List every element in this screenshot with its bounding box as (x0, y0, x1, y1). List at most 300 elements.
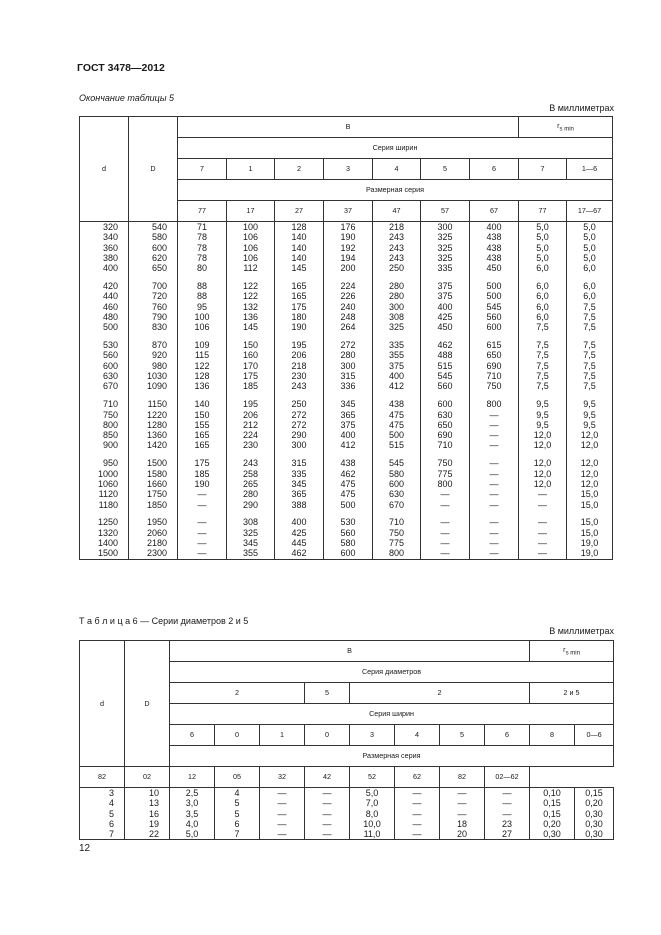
table6-header-rs (530, 641, 614, 662)
standard-header: ГОСТ 3478—2012 (77, 62, 165, 74)
table-cell: — (485, 809, 530, 819)
table-cell: 12,0 (567, 440, 613, 450)
table5-size-series-cell-7: 77 (519, 201, 567, 222)
table-row (80, 798, 614, 808)
table-cell: 15,0 (567, 517, 613, 527)
table6-size-series-cell-5: 42 (305, 767, 350, 788)
table6-header-d: d (80, 641, 125, 767)
table-cell: 355 (373, 350, 421, 360)
spacer-cell (373, 510, 421, 518)
table-cell: — (305, 829, 350, 840)
table-cell: 140 (178, 399, 227, 409)
table-cell: 12,0 (519, 458, 567, 468)
table5-header-rs (519, 117, 613, 138)
table-cell: — (178, 500, 227, 510)
table-cell: 475 (324, 479, 373, 489)
table-cell: 7,5 (519, 340, 567, 350)
table-cell: 600 (470, 322, 519, 332)
table-cell: — (395, 798, 440, 808)
table5-header-rs-symbol: r (557, 120, 560, 130)
table-cell: — (470, 538, 519, 548)
table-cell: 0,30 (530, 829, 575, 840)
table-cell: 340 (80, 232, 129, 242)
table-cell: 250 (373, 263, 421, 273)
table-cell: 325 (373, 322, 421, 332)
table-cell: 7,5 (519, 361, 567, 371)
table-cell: — (178, 538, 227, 548)
table-cell: 630 (421, 410, 470, 420)
table5 (79, 116, 613, 560)
table-cell: 190 (178, 479, 227, 489)
table-cell: 375 (373, 361, 421, 371)
spacer-cell (80, 333, 129, 341)
table-cell: 800 (470, 399, 519, 409)
table-cell: 488 (421, 350, 470, 360)
table-cell: 1180 (80, 500, 129, 510)
table-cell: 15,0 (567, 500, 613, 510)
table-cell: 545 (470, 302, 519, 312)
table-row (80, 281, 613, 291)
table6-header-rs-sub: s min (565, 650, 580, 657)
table-cell: 9,5 (567, 420, 613, 430)
table6-diameter-series-2-and-5: 2 и 5 (530, 683, 614, 704)
spacer-cell (373, 333, 421, 341)
table-cell: 750 (470, 381, 519, 391)
table-cell: — (305, 819, 350, 829)
spacer-cell (227, 451, 275, 459)
table-cell: 160 (227, 350, 275, 360)
table-cell: 78 (178, 253, 227, 263)
table-cell: 7,5 (567, 312, 613, 322)
table5-size-series-cell-0: 77 (178, 201, 227, 222)
spacer-cell (567, 510, 613, 518)
table-row (80, 469, 613, 479)
table-cell: 106 (227, 243, 275, 253)
table-cell: — (470, 500, 519, 510)
table-cell: — (470, 458, 519, 468)
table-cell: 1030 (129, 371, 178, 381)
table-cell: 775 (421, 469, 470, 479)
table-cell: — (395, 819, 440, 829)
spacer-cell (567, 392, 613, 400)
table-cell: 109 (178, 340, 227, 350)
table-row (80, 222, 613, 233)
table-cell: 15,0 (567, 528, 613, 538)
table-cell: 6,0 (519, 312, 567, 322)
table-cell: 710 (421, 440, 470, 450)
table-cell: — (421, 528, 470, 538)
table-cell: 950 (80, 458, 129, 468)
table-cell: 1220 (129, 410, 178, 420)
table-cell: 7,5 (567, 361, 613, 371)
table-cell: 7 (80, 829, 125, 840)
table6-width-series-cell-3: 0 (305, 725, 350, 746)
table-cell: 8,0 (350, 809, 395, 819)
table-cell: 224 (227, 430, 275, 440)
spacer-cell (178, 333, 227, 341)
table-cell: 325 (227, 528, 275, 538)
table-cell: 218 (373, 222, 421, 233)
table-row (80, 340, 613, 350)
table-cell: 400 (373, 371, 421, 381)
table-cell: 300 (324, 361, 373, 371)
table-cell: 400 (275, 517, 324, 527)
table5-width-series-label: Серия ширин (178, 138, 613, 159)
table-cell: 980 (129, 361, 178, 371)
table-cell: 440 (80, 291, 129, 301)
table-cell: 78 (178, 232, 227, 242)
table-cell: 7,5 (519, 350, 567, 360)
table6-size-series-cell-9: 02—62 (485, 767, 530, 788)
table-cell: 345 (275, 479, 324, 489)
table-cell: 5,0 (519, 243, 567, 253)
table-cell: 425 (421, 312, 470, 322)
table-cell: 250 (275, 399, 324, 409)
table-cell: 325 (421, 243, 470, 253)
table-cell: — (421, 538, 470, 548)
spacer-cell (129, 333, 178, 341)
table-row (80, 381, 613, 391)
table-cell: — (395, 788, 440, 799)
table-cell: 800 (421, 479, 470, 489)
table-cell: 5 (215, 798, 260, 808)
table6-header-B: B (170, 641, 530, 662)
table-cell: 630 (80, 371, 129, 381)
spacer-cell (567, 273, 613, 281)
table-cell: 480 (80, 312, 129, 322)
table-cell: 5,0 (519, 232, 567, 242)
table6-width-series-cell-6: 5 (440, 725, 485, 746)
table-cell: — (519, 538, 567, 548)
spacer-cell (129, 451, 178, 459)
table6-size-series-label: Размерная серия (170, 746, 614, 767)
table-cell: 830 (129, 322, 178, 332)
table-cell: 4 (80, 798, 125, 808)
table-cell: 15,0 (567, 489, 613, 499)
table-cell: 7,5 (567, 350, 613, 360)
table-cell: 530 (324, 517, 373, 527)
table-cell: 12,0 (519, 469, 567, 479)
table-row (80, 350, 613, 360)
table-cell: 620 (129, 253, 178, 263)
table-cell: 7,5 (567, 381, 613, 391)
table-cell: — (395, 829, 440, 840)
table-cell: 600 (373, 479, 421, 489)
table-cell: 5,0 (567, 243, 613, 253)
spacer-cell (421, 333, 470, 341)
table5-size-series-cell-4: 47 (373, 201, 421, 222)
table-row (80, 410, 613, 420)
table-cell: 132 (227, 302, 275, 312)
table-cell: 195 (275, 340, 324, 350)
table-cell: 0,30 (575, 829, 614, 840)
spacer-cell (421, 510, 470, 518)
table-cell: — (485, 798, 530, 808)
table-cell: 290 (275, 430, 324, 440)
table-cell: — (260, 798, 305, 808)
table-cell: 365 (324, 410, 373, 420)
table-cell: 206 (275, 350, 324, 360)
table-cell: 515 (373, 440, 421, 450)
table-cell: 9,5 (567, 399, 613, 409)
table-cell: 0,20 (575, 798, 614, 808)
spacer-cell (324, 392, 373, 400)
table-row (80, 500, 613, 510)
table-cell: 165 (178, 440, 227, 450)
table-cell: 545 (421, 371, 470, 381)
table-cell: 438 (470, 243, 519, 253)
table-cell: 1320 (80, 528, 129, 538)
table-cell: 920 (129, 350, 178, 360)
table-cell: 11,0 (350, 829, 395, 840)
table-cell: 315 (324, 371, 373, 381)
table-cell: 115 (178, 350, 227, 360)
table-cell: 88 (178, 291, 227, 301)
table-cell: 650 (129, 263, 178, 273)
table-row (80, 253, 613, 263)
table-cell: 190 (324, 232, 373, 242)
table-row (80, 399, 613, 409)
table-cell: 128 (275, 222, 324, 233)
table-cell: 7,0 (350, 798, 395, 808)
table-cell: 280 (373, 291, 421, 301)
table-cell: — (178, 489, 227, 499)
table-cell: 1150 (129, 399, 178, 409)
spacer-cell (519, 510, 567, 518)
table-cell: 335 (421, 263, 470, 273)
table6-size-series-cell-7: 62 (395, 767, 440, 788)
table-row (80, 312, 613, 322)
table-cell: 345 (324, 399, 373, 409)
table-cell: 690 (470, 361, 519, 371)
spacer-cell (324, 510, 373, 518)
table-row (80, 420, 613, 430)
table-cell: 9,5 (519, 410, 567, 420)
table5-size-series-cell-1: 17 (227, 201, 275, 222)
table-cell: 165 (178, 430, 227, 440)
table-cell: 6,0 (567, 281, 613, 291)
table-cell: 100 (227, 222, 275, 233)
table5-units: В миллиметрах (549, 103, 614, 113)
table-cell: — (440, 798, 485, 808)
table6-title: Т а б л и ц а 6 — Серии диаметров 2 и 5 (79, 616, 249, 626)
table-cell: 248 (324, 312, 373, 322)
table-cell: 128 (178, 371, 227, 381)
table5-width-series-cell-3: 3 (324, 159, 373, 180)
table-cell: 3,5 (170, 809, 215, 819)
table-cell: 412 (324, 440, 373, 450)
table-cell: 145 (275, 263, 324, 273)
table-cell: 400 (421, 302, 470, 312)
table-cell: 12,0 (519, 479, 567, 489)
table-cell: — (485, 788, 530, 799)
table-cell: 0,10 (530, 788, 575, 799)
table-cell: 315 (275, 458, 324, 468)
table-cell: 6,0 (519, 263, 567, 273)
table-cell: — (519, 489, 567, 499)
table-cell: 650 (470, 350, 519, 360)
table-cell: 218 (275, 361, 324, 371)
table-cell: 88 (178, 281, 227, 291)
table-cell: — (470, 469, 519, 479)
table-cell: 1660 (129, 479, 178, 489)
table-cell: 165 (275, 281, 324, 291)
spacer-cell (275, 333, 324, 341)
table6-diameter-series-5: 5 (305, 683, 350, 704)
table-cell: 6 (215, 819, 260, 829)
table-cell: 71 (178, 222, 227, 233)
table-row (80, 232, 613, 242)
spacer-cell (421, 273, 470, 281)
table-cell: 272 (275, 420, 324, 430)
table-cell: 560 (470, 312, 519, 322)
table-cell: — (421, 548, 470, 559)
spacer-cell (80, 451, 129, 459)
spacer-cell (80, 510, 129, 518)
table-cell: 230 (227, 440, 275, 450)
table-cell: 155 (178, 420, 227, 430)
table-cell: 425 (275, 528, 324, 538)
table-cell: 12,0 (567, 430, 613, 440)
table-cell: 760 (129, 302, 178, 312)
table-row (80, 243, 613, 253)
spacer-cell (227, 273, 275, 281)
table-cell: — (178, 517, 227, 527)
table5-size-series-cell-3: 37 (324, 201, 373, 222)
spacer-cell (275, 451, 324, 459)
spacer-cell (227, 392, 275, 400)
table-cell: 100 (178, 312, 227, 322)
table-row (80, 440, 613, 450)
table-cell: 5,0 (350, 788, 395, 799)
table-row (80, 458, 613, 468)
table-cell: 0,20 (530, 819, 575, 829)
group-spacer (80, 273, 613, 281)
table-cell: 308 (373, 312, 421, 322)
table-cell: — (260, 788, 305, 799)
table-cell: 122 (178, 361, 227, 371)
table-cell: 19,0 (567, 548, 613, 559)
table-cell: 500 (470, 281, 519, 291)
table-cell: 258 (227, 469, 275, 479)
spacer-cell (470, 273, 519, 281)
table-cell: — (470, 440, 519, 450)
table-cell: 4 (215, 788, 260, 799)
table-cell: 1500 (80, 548, 129, 559)
table-cell: 6,0 (567, 291, 613, 301)
group-spacer (80, 392, 613, 400)
table-cell: 230 (275, 371, 324, 381)
table-row (80, 809, 614, 819)
table-cell: 7,5 (567, 302, 613, 312)
table-cell: 4,0 (170, 819, 215, 829)
table-cell: 375 (324, 420, 373, 430)
table-cell: 360 (80, 243, 129, 253)
table-cell: 438 (470, 253, 519, 263)
table-cell: 7,5 (519, 381, 567, 391)
table-cell: 400 (324, 430, 373, 440)
table-cell: 1120 (80, 489, 129, 499)
table-cell: 5 (215, 809, 260, 819)
spacer-cell (470, 392, 519, 400)
table-cell: 22 (125, 829, 170, 840)
table-cell: 175 (227, 371, 275, 381)
table-cell: 18 (440, 819, 485, 829)
table-cell: 438 (373, 399, 421, 409)
spacer-cell (178, 392, 227, 400)
table-cell: 112 (227, 263, 275, 273)
table-cell: 5,0 (519, 222, 567, 233)
table-cell: 78 (178, 243, 227, 253)
table-cell: 500 (80, 322, 129, 332)
table5-size-series-label: Размерная серия (178, 180, 613, 201)
table-cell: 3,0 (170, 798, 215, 808)
table-cell: 140 (275, 243, 324, 253)
spacer-cell (470, 451, 519, 459)
table5-width-series-cell-7: 7 (519, 159, 567, 180)
table-cell: 195 (227, 399, 275, 409)
table-cell: 170 (227, 361, 275, 371)
table-cell: 3 (80, 788, 125, 799)
table6-width-series-cell-1: 0 (215, 725, 260, 746)
table-cell: 95 (178, 302, 227, 312)
table-row (80, 479, 613, 489)
table-cell: 9,5 (567, 410, 613, 420)
table5-header-d: d (80, 117, 129, 222)
table-cell: 10,0 (350, 819, 395, 829)
table-cell: 106 (227, 232, 275, 242)
table-row (80, 361, 613, 371)
table-cell: 136 (178, 381, 227, 391)
table-cell: 175 (178, 458, 227, 468)
table-cell: 7,5 (519, 322, 567, 332)
table-cell: 336 (324, 381, 373, 391)
table-cell: 6,0 (519, 281, 567, 291)
table-cell: 500 (373, 430, 421, 440)
spacer-cell (567, 333, 613, 341)
spacer-cell (519, 273, 567, 281)
table-cell: 150 (178, 410, 227, 420)
table-cell: 6,0 (567, 263, 613, 273)
table-cell: — (421, 500, 470, 510)
table-cell: 365 (275, 489, 324, 499)
table-cell: 7,5 (567, 371, 613, 381)
table-cell: 194 (324, 253, 373, 263)
group-spacer (80, 333, 613, 341)
table-cell: — (519, 500, 567, 510)
table-cell: 10 (125, 788, 170, 799)
table-row (80, 489, 613, 499)
table-cell: 280 (324, 350, 373, 360)
table-cell: — (470, 528, 519, 538)
table-cell: 475 (373, 420, 421, 430)
table-cell: 243 (373, 253, 421, 263)
table-cell: 290 (227, 500, 275, 510)
table-cell: 500 (470, 291, 519, 301)
spacer-cell (421, 392, 470, 400)
spacer-cell (80, 392, 129, 400)
table-cell: 185 (227, 381, 275, 391)
table-cell: 500 (324, 500, 373, 510)
table-cell: — (440, 809, 485, 819)
table-cell: — (260, 829, 305, 840)
table-cell: — (305, 798, 350, 808)
table5-header-D: D (129, 117, 178, 222)
table-cell: 150 (227, 340, 275, 350)
table-cell: 140 (275, 253, 324, 263)
table-cell: 800 (373, 548, 421, 559)
table6-header-D: D (125, 641, 170, 767)
